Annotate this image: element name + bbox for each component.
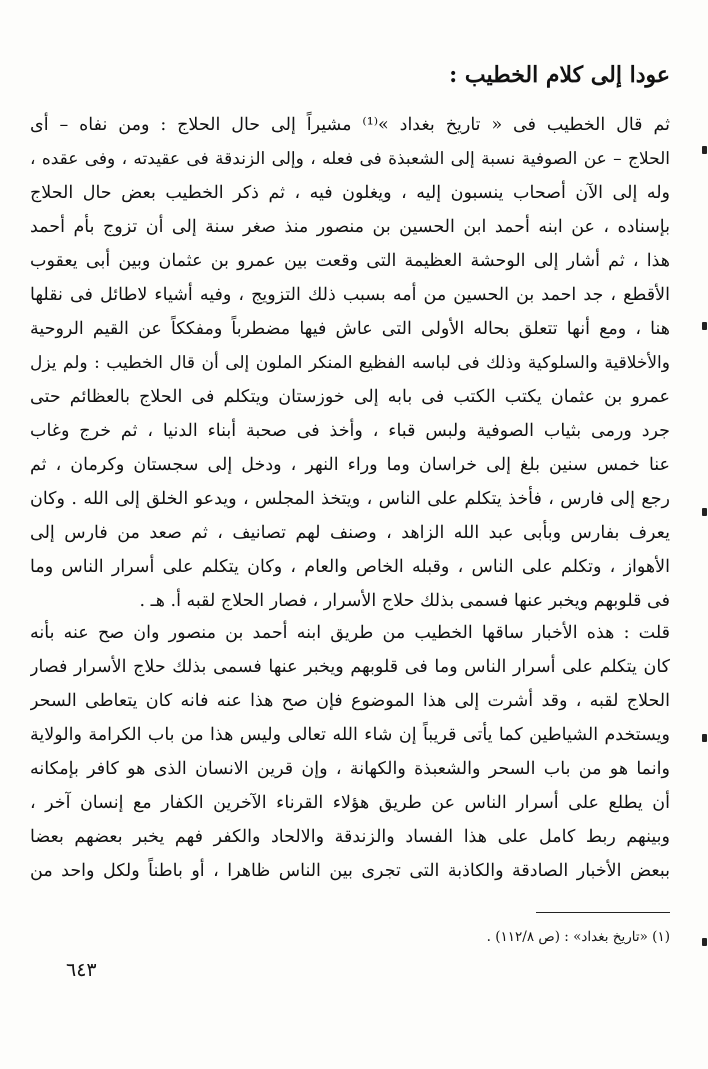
text-line: الأهواز ، وتكلم على الناس ، وقبله الخاص والعام ، وكان يتكلم على أسرار الناس وما (30, 557, 670, 577)
margin-mark (702, 938, 707, 946)
section-heading: عودا إلى كلام الخطيب : (449, 62, 670, 88)
text-line: فى قلوبهم ويخبر عنها فسمى بذلك حلاج الأسرار ، فصار الحلاج لقبه أ. هـ . (139, 591, 670, 611)
page-number: ٦٤٣ (66, 959, 97, 981)
text-line: وانما هو من باب السحر والشعبذة والكهانة ، وإن قرين الانسان الذى هو كافر بإمكانه (30, 759, 670, 779)
text-line: كان يتكلم على أسرار الناس وما فى قلوبهم ويخبر عنها فسمى بذلك حلاج الأسرار فصار (30, 657, 670, 677)
text-line: بإسناده ، عن ابنه أحمد ابن الحسين بن منصور منذ صغر سنة إلى أن تزوج بأم أحمد (30, 217, 670, 237)
text-line: الأقطع ، جد احمد بن الحسين من أمه بسبب ذلك التزويج ، وفيه أشياء لاطائل فى نقلها (30, 285, 670, 305)
margin-mark (702, 508, 707, 516)
text-line: ثم قال الخطيب فى « تاريخ بغداد »⁽¹⁾ مشيراً إلى حال الحلاج : ومن نفاه – أى (30, 115, 670, 135)
text-line: يعرف بفارس وبأبى عبد الله الزاهد ، وصنف لهم تصانيف ، ثم صعد من فارس إلى (30, 523, 670, 543)
footnote-divider (536, 912, 670, 913)
text-line: جرد ورمى بثياب الصوفية ولبس قباء ، وأخذ فى صحبة أبناء الدنيا ، ثم خرج وغاب (30, 421, 670, 441)
text-line: هذا ، ثم أشار إلى الوحشة العظيمة التى وقعت بين عمرو بن عثمان وبين أبى يعقوب (30, 251, 670, 271)
margin-mark (702, 322, 707, 330)
text-line: وبينهم ربط كامل على هذا الفساد والزندقة والالحاد والكفر فهم يخبر بعضهم بعضا (30, 827, 670, 847)
text-line: ببعض الأخبار الصادقة والكاذبة التى تجرى بين الناس ظاهرا ، أو باطناً ولكل واحد من (30, 861, 670, 881)
text-line: ويستخدم الشياطين كما يأتى قريباً إن شاء الله تعالى وليس هذا من باب الكرامة والولاية (30, 725, 670, 745)
text-line: رجع إلى فارس ، فأخذ يتكلم على الناس ، ويتخذ المجلس ، ويدعو الخلق إلى الله . وكان (30, 489, 670, 509)
text-line: الحلاج لقبه ، وقد أشرت إلى هذا الموضوع فإن صح هذا عنه فانه كان يتعاطى السحر (30, 691, 670, 711)
text-line: هنا ، ومع أنها تتعلق بحاله الأولى التى عاش فيها مضطرباً ومفككاً عن القيم الروحية (30, 319, 670, 339)
text-line: الحلاج – عن الصوفية نسبة إلى الشعبذة فى فعله ، وإلى الزندقة فى عقيدته ، وفى عقده ، (30, 149, 670, 169)
text-line: والأخلاقية والسلوكية وذلك فى لباسه الفظيع المنكر الملون إلى أن قال الخطيب : ولم يزل (30, 353, 670, 373)
footnote: (١) «تاريخ بغداد» : (ص ١١٢/٨) . (486, 929, 670, 945)
text-line: عمرو بن عثمان يكتب الكتب فى بابه إلى خوزستان ويتكلم فى الحلاج بالعظائم حتى (30, 387, 670, 407)
text-line: قلت : هذه الأخبار ساقها الخطيب من طريق ابنه أحمد بن منصور وان صح عنه بأنه (30, 623, 670, 643)
margin-mark (702, 734, 707, 742)
text-line: وله إلى الآن أصحاب ينسبون إليه ، ويغلون فيه ، ثم ذكر الخطيب بعض حال الحلاج (30, 183, 670, 203)
paragraph-commentary (30, 616, 670, 888)
text-line: أن يطلع على أسرار الناس عن طريق هؤلاء القرناء الآخرين الكفار مع إنسان آخر ، (30, 793, 670, 813)
margin-mark (702, 146, 707, 154)
text-line: عنا خمس سنين بلغ إلى خراسان وما وراء النهر ، ودخل إلى سجستان وكرمان ، ثم (30, 455, 670, 475)
paragraph-quote (30, 108, 670, 618)
